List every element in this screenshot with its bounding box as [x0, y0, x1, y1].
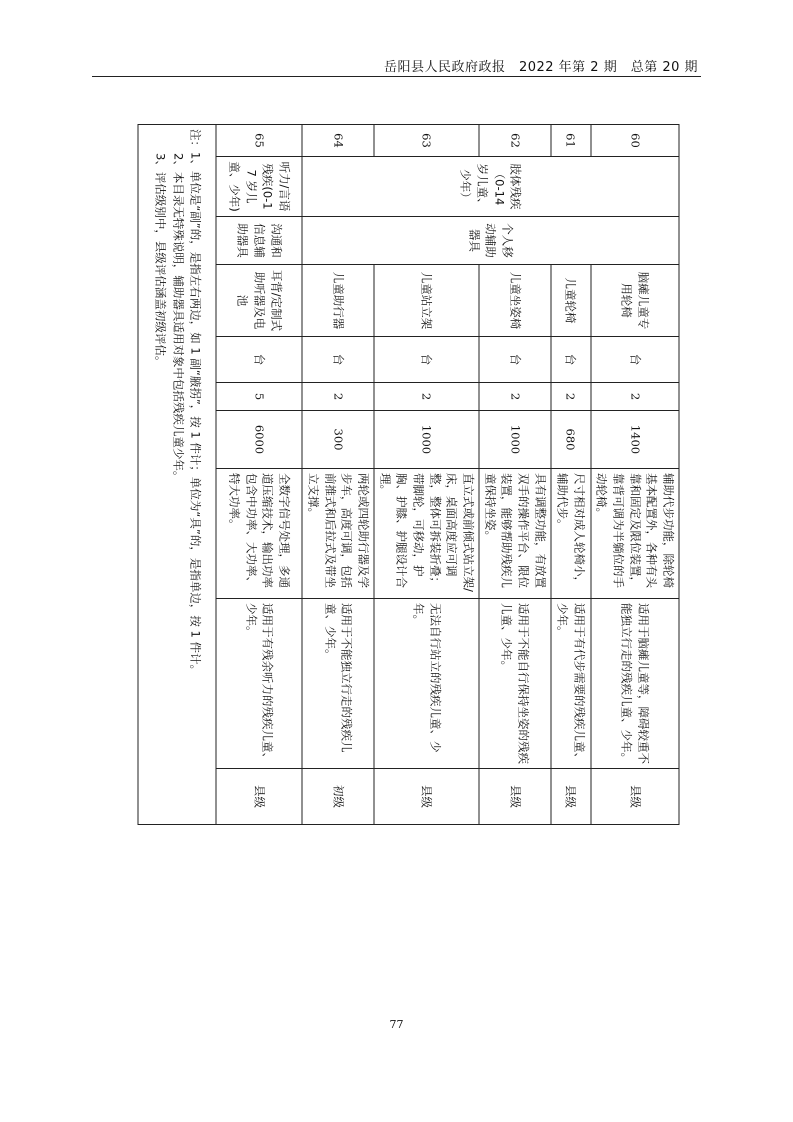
- price: 6000: [216, 411, 302, 469]
- assessment-level: 县级: [591, 769, 679, 825]
- note-line-2: 2、本目录无特殊说明，辅助器具适用对象中包括残疾儿童少年。: [171, 153, 186, 483]
- target-population: 适用于有代步需要的残疾儿童、少年。: [551, 599, 591, 769]
- price: 1000: [374, 411, 479, 469]
- category-cell: 听力/言语残疾(0-17 岁儿童、少年): [216, 157, 302, 217]
- subcategory-cell: 个人移动辅助器具: [302, 217, 679, 265]
- page-number: 77: [389, 1018, 404, 1031]
- assessment-level: 县级: [374, 769, 479, 825]
- product-name: 儿童助行器: [302, 265, 374, 337]
- row-number: 65: [216, 125, 302, 157]
- assessment-level: 初级: [302, 769, 374, 825]
- row-number: 64: [302, 125, 374, 157]
- note-line-3: 3、评估级别中，县级评估涵盖初级评估。: [153, 153, 168, 368]
- quantity: 2: [591, 383, 679, 411]
- notes-row: [138, 125, 216, 825]
- target-population: 适用于有残余听力的残疾儿童、少年。: [216, 599, 302, 769]
- product-name: 儿童站立架: [374, 265, 479, 337]
- feature-description: 直立式或前倾式站立架/床，桌面高度应可调整，整体可拆装折叠；带脚轮，可移动，护胸、护膝、护腿设计合理。: [374, 469, 479, 599]
- row-number: 60: [591, 125, 679, 157]
- product-name: 儿童轮椅: [551, 265, 591, 337]
- note-line-1: 注：1、单位是“副”的，是指左右两边，如 1 副“腋拐”，按 1 件计；单位为“具”的，是指单边，按 1 件计。: [188, 129, 203, 676]
- price: 1000: [479, 411, 551, 469]
- table-row: [591, 125, 679, 825]
- row-number: 62: [479, 125, 551, 157]
- feature-description: 全数字信号处理，多通道压缩技术，输出功率包含中功率、大功率、特大功率。: [216, 469, 302, 599]
- product-name: 儿童坐姿椅: [479, 265, 551, 337]
- target-population: 适用于不能自行保持坐姿的残疾儿童、少年。: [479, 599, 551, 769]
- table-notes: [138, 125, 216, 825]
- assessment-level: 县级: [551, 769, 591, 825]
- quantity: 2: [302, 383, 374, 411]
- product-name: 脑瘫儿童专用轮椅: [591, 265, 679, 337]
- target-population: 无法自行站立的残疾儿童、少年。: [374, 599, 479, 769]
- unit: 台: [551, 337, 591, 383]
- unit: 台: [374, 337, 479, 383]
- target-population: 适用于不能独立行走的残疾儿童、少年。: [302, 599, 374, 769]
- quantity: 5: [216, 383, 302, 411]
- quantity: 2: [551, 383, 591, 411]
- feature-description: 两轮或四轮助行器及学步车，高度可调，包括前推式和后拉式及带坐立支撑。: [302, 469, 374, 599]
- unit: 台: [302, 337, 374, 383]
- unit: 台: [591, 337, 679, 383]
- subcategory-cell: 沟通和信息辅助器具: [216, 217, 302, 265]
- header-title: 岳阳县人民政府政报 2022 年第 2 期 总第 20 期: [383, 60, 698, 75]
- feature-description: 具有调整功能，有放置双手的操作平台、限位装置，能够帮助残疾儿童保持坐姿。: [479, 469, 551, 599]
- feature-description: 尺寸相对成人轮椅小，辅助代步。: [551, 469, 591, 599]
- quantity: 2: [374, 383, 479, 411]
- unit: 台: [479, 337, 551, 383]
- assessment-level: 县级: [479, 769, 551, 825]
- category-cell: 肢体残疾（0-14 岁儿童、少年）: [302, 157, 679, 217]
- row-number: 63: [374, 125, 479, 157]
- product-name: 耳背/定制式助听器及电池: [216, 265, 302, 337]
- feature-description: 辅助代步功能，除轮椅基本配置外，各种有头靠和固定及限位装置，靠背可调为半躺位的手动轮椅。: [591, 469, 679, 599]
- target-population: 适用于脑瘫儿童等，障碍较重不能独立行走的残疾儿童、少年。: [591, 599, 679, 769]
- assistive-devices-table: [138, 124, 680, 825]
- unit: 台: [216, 337, 302, 383]
- header-divider: [92, 76, 701, 77]
- quantity: 2: [479, 383, 551, 411]
- price: 1400: [591, 411, 679, 469]
- assessment-level: 县级: [216, 769, 302, 825]
- price: 680: [551, 411, 591, 469]
- row-number: 61: [551, 125, 591, 157]
- rotated-table-region: [115, 124, 680, 824]
- price: 300: [302, 411, 374, 469]
- table-row: [216, 125, 302, 825]
